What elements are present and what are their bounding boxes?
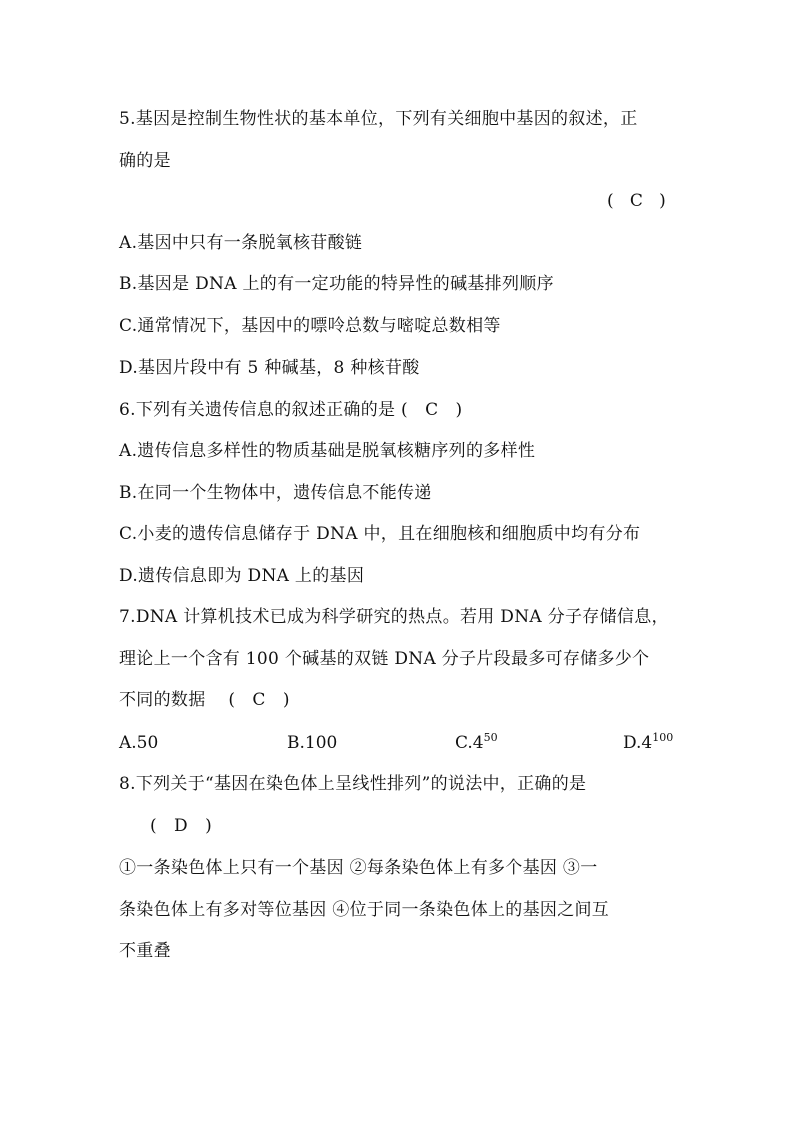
q6-stem: 6.下列有关遗传信息的叙述正确的是: [119, 400, 396, 420]
q8-items-line1: ①一条染色体上只有一个基因 ②每条染色体上有多个基因 ③一: [119, 858, 598, 878]
q5-option-b: B.基因是 DNA 上的有一定功能的特异性的碱基排列顺序: [119, 274, 554, 294]
q8-answer: ( D ): [150, 816, 213, 836]
q6-option-d: D.遗传信息即为 DNA 上的基因: [119, 566, 365, 586]
q7-option-c-base: C.4: [455, 733, 484, 753]
q7-option-d-base: D.4: [623, 733, 653, 753]
q7-option-a: A.50: [119, 733, 159, 753]
q6-option-b: B.在同一个生物体中，遗传信息不能传递: [119, 483, 432, 503]
q7-stem-line1: 7.DNA 计算机技术已成为科学研究的热点。若用 DNA 分子存储信息，: [119, 607, 669, 627]
q7-stem-line3: 不同的数据: [119, 690, 206, 710]
q8-items-line3: 不重叠: [119, 941, 171, 961]
q7-answer: ( C ): [228, 690, 290, 710]
q6-option-a: A.遗传信息多样性的物质基础是脱氧核糖序列的多样性: [119, 441, 536, 461]
q7-option-d: [623, 732, 673, 754]
q7-option-d-exponent: 100: [652, 731, 674, 744]
q7-option-c-exponent: 50: [483, 731, 498, 744]
q7-stem-line3-row: [119, 689, 290, 711]
q5-option-c: C.通常情况下，基因中的嘌呤总数与嘧啶总数相等: [119, 316, 501, 336]
q5-stem-line1: 5.基因是控制生物性状的基本单位，下列有关细胞中基因的叙述，正: [119, 109, 638, 129]
q7-stem-line2: 理论上一个含有 100 个碱基的双链 DNA 分子片段最多可存储多少个: [119, 649, 650, 669]
q5-option-a: A.基因中只有一条脱氧核苷酸链: [119, 233, 363, 253]
q6-option-c: C.小麦的遗传信息储存于 DNA 中，且在细胞核和细胞质中均有分布: [119, 524, 641, 544]
q5-stem-line2: 确的是: [119, 151, 171, 171]
q6-answer: ( C ): [401, 400, 463, 420]
q8-items-line2: 条染色体上有多对等位基因 ④位于同一条染色体上的基因之间互: [119, 900, 610, 920]
q5-option-d: D.基因片段中有 5 种碱基，8 种核苷酸: [119, 358, 420, 378]
q7-option-c: [455, 732, 498, 754]
q8-stem: 8.下列关于“基因在染色体上呈线性排列”的说法中，正确的是: [119, 774, 587, 794]
q7-option-b: B.100: [287, 733, 338, 753]
q5-answer: ( C ): [607, 191, 666, 211]
q6-stem-row: [119, 399, 462, 421]
